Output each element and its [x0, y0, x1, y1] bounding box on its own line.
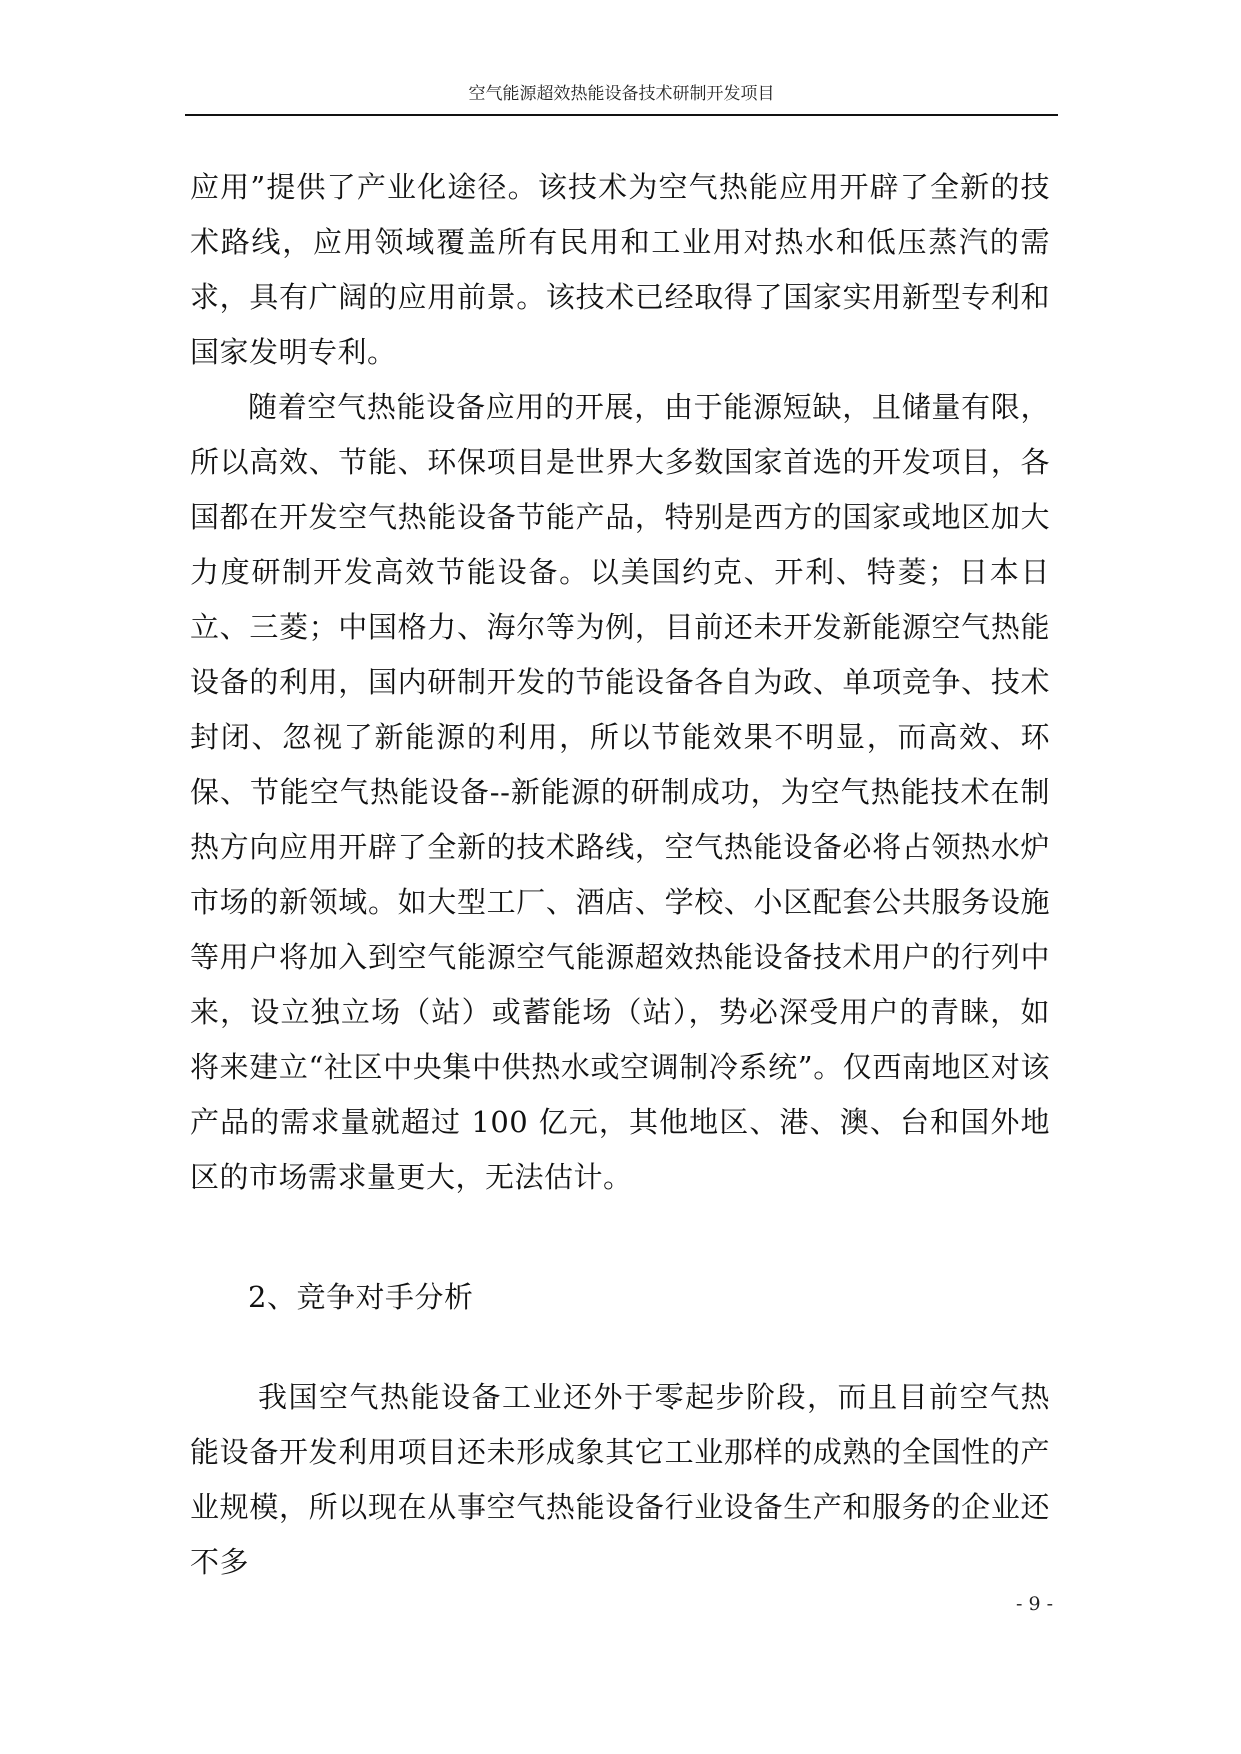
page-number: - 9 -	[1015, 1593, 1053, 1615]
running-header: 空气能源超效热能设备技术研制开发项目	[468, 84, 775, 104]
document-body	[190, 160, 1050, 1590]
paragraph-competitor-analysis: 我国空气热能设备工业还外于零起步阶段，而且目前空气热能设备开发利用项目还未形成象其它工业那样的成熟的全国性的产业规模，所以现在从事空气热能设备行业设备生产和服务的企业还不多	[190, 1380, 1050, 1579]
paragraph-continuation: 应用”提供了产业化途径。该技术为空气热能应用开辟了全新的技术路线，应用领域覆盖所有民用和工业用对热水和低压蒸汽的需求，具有广阔的应用前景。该技术已经取得了国家实用新型专利和国家发明专利。	[190, 170, 1050, 369]
paragraph-market-outlook: 随着空气热能设备应用的开展，由于能源短缺，且储量有限，所以高效、节能、环保项目是世界大多数国家首选的开发项目，各国都在开发空气热能设备节能产品，特别是西方的国家或地区加大力度研制开发高效节能设备。以美国约克、开利、特菱；日本日立、三菱；中国格力、海尔等为例，目前还未开发新能源空气热能设备的利用，国内研制开发的节能设备各自为政、单项竞争、技术封闭、忽视了新能源的利用，所以节能效果不明显，而高效、环保、节能空气热能设备--新能源的研制成功，为空气热能技术在制热方向应用开辟了全新的技术路线，空气热能设备必将占领热水炉市场的新领域。如大型工厂、酒店、学校、小区配套公共服务设施等用户将加入到空气能源空气能源超效热能设备技术用户的行列中来，设立独立场（站）或蓄能场（站），势必深受用户的青睐，如将来建立“社区中央集中供热水或空调制冷系统”。仅西南地区对该产品的需求量就超过 100 亿元，其他地区、港、澳、台和国外地区的市场需求量更大，无法估计。	[190, 390, 1050, 1194]
header-divider	[185, 114, 1058, 116]
section-heading-competitor-analysis: 2、竞争对手分析	[248, 1280, 474, 1314]
